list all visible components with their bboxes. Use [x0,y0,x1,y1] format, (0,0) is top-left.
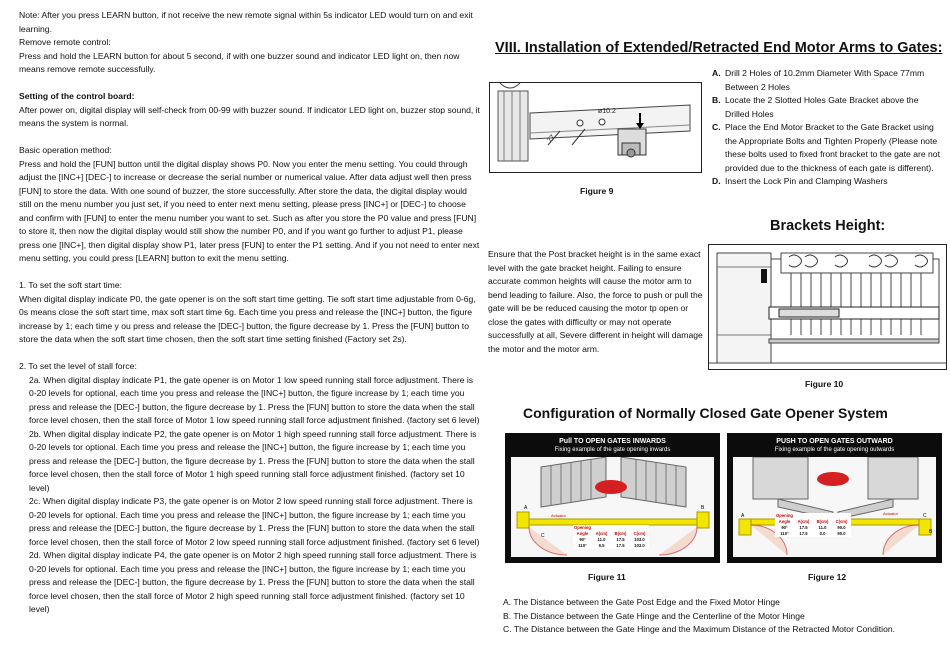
figure-12-scene [733,457,936,557]
table-header-cell: C(cm) [633,531,646,536]
figure-9 [489,82,702,173]
figure-12-title: PUSH TO OPEN GATES OUTWARD [776,438,893,445]
install-step [712,121,944,175]
step-text: Place the End Motor Bracket to the Gate Bracket using the Appropriate Bolts and Tighten Properly (Please note these bolts used to fixed front bracket to the gate are not provided due to the thickness of each gate is different). [725,122,940,173]
table-header-cell: A(cm) [595,531,608,536]
step-key: B. [712,95,721,105]
table-row [573,543,649,549]
figure-11-caption: Figure 11 [588,572,626,582]
fig11-actuator-label: Actuator [551,513,566,518]
table-cell: 17.5 [799,531,808,536]
paragraph-gap [19,347,481,361]
body-paragraph: Remove remote control: [19,37,111,47]
stall-force-paragraph: 2d. When digital display indicate P4, the gate opener is on Motor 2 high speed running stall force adjustment. There is 0-20 levels for optional. Each time you press and release the [INC+] button, the figure increase by 1; each time you press and release the [DEC-] button, the figure decrease by 1. Press the [FUN] button to store the data when the stall force level chosen, then the stall force of Motor 2 high speed running stall force adjustment finished. (factory set 10 level) [29,550,477,614]
table-cell: 90° [781,525,788,530]
fig12-actuator-label: Actuator [883,511,898,516]
table-header-cell: Opening Angle [776,513,793,524]
table-header-cell: Opening Angle [574,525,591,536]
stall-force-paragraph: 2a. When digital display indicate P1, the gate opener is on Motor 1 low speed running stall force adjustment. There is 0-20 levels for optional, each time you press and release the [INC+] button, the figure increase by 1; each time you press and release the [DEC-] button, the figure decrease by 1. Press the [FUN] button to store the data when the stall force level chosen, then the stall force of Motor 1 low speed running stall force adjustment finished. (factory set 6 level) [29,374,480,425]
table-header-cell: B(cm) [614,531,627,536]
figure-11-subtitle: Fixing example of the gate opening inwards [554,447,671,453]
body-paragraph: Basic operation method: [19,145,112,155]
stall-force-paragraph: 2c. When digital display indicate P3, the gate opener is on Motor 2 low speed running stall force adjustment. There is 0-20 levels for optional. Each time you press and release the [INC+] button, the figure increase by 1; each time you press and release the [DEC-] button, the figure decrease by 1. Press the [FUN] button to store the data when the stall force level chosen, then the stall force of Motor 2 low speed running stall force adjustment finished. (factory set 6 level) [29,496,480,547]
table-row [775,531,851,537]
install-step [712,175,944,189]
fig12-letter-b: B [929,529,933,535]
body-paragraph: Press and hold the LEARN button for about 5 second, if with one buzzer sound and indicator LED light on, then now means remove remote successfully. [19,50,460,74]
fig11-letter-c: C [541,533,545,539]
distance-definitions [503,596,943,637]
figure-10 [708,244,947,370]
table-cell: 11.0 [597,537,606,542]
body-paragraph: 2. To set the level of stall force: [19,361,137,371]
figure-12 [727,433,942,563]
table-cell: 110° [578,543,587,548]
table-header-cell: A(cm) [797,519,810,524]
figure-11-scene [511,457,714,557]
section-viii-title: VIII. Installation of Extended/Retracted End Motor Arms to Gates: [495,40,943,56]
definition-line: A. The Distance between the Gate Post Edge and the Fixed Motor Hinge [503,597,780,607]
stall-force-paragraph: 2b. When digital display indicate P2, the gate opener is on Motor 1 high speed running stall force adjustment. There is 0-20 levels tor optional. Each time you press and release the [INC+] button, the figure increase by 1; each time you press and release the [DEC-] button, the figure decrease by 1. Press the [FUN] button to store the data when the stall force level chosen, then the stall force of Motor 1 high speed running stall force adjustment finished. (factory set 10 level) [29,428,477,493]
table-cell: 110° [780,531,789,536]
table-cell: 90.0 [837,525,846,530]
brackets-height-text: Ensure that the Post bracket height is in the same exact level with the gate bracket height. Failing to ensure accurate common heights will cause the motor arm to bend leading to failure. Also, the force to push or pull the gate will be be reduced causing the motor tp open or close the gates with difficulty or may not operate successfully at all, Severe different in height will damage the motor and the motor arm. [488,249,703,354]
step-key: A. [712,68,721,78]
fig9-diameter-label: ø10.2 [598,108,616,115]
figure-10-caption: Figure 10 [805,379,844,389]
body-paragraph: When digital display indicate P0, the gate opener is on the soft start time getting. Tie soft start time adjustable from 0-6g, 0s means close the soft start time, max soft start time 6g. Each time you press and release the [INC+] button, the figure increase by 1; each time y ou press and release the [DEC-] button, the figure decrease by 1. Press the [FUN] button to store the data when the soft start time chosen, then the soft start time setting finished (Factory set 2s). [19,293,476,344]
paragraph-gap [19,77,481,91]
figure-9-caption: Figure 9 [580,186,614,196]
table-cell: 90° [579,537,586,542]
install-step [712,67,944,94]
brackets-height-title: Brackets Height: [770,218,886,234]
section-heading: Setting of the control board: [19,91,135,101]
paragraph-gap [19,266,481,280]
definition-line: B. The Distance between the Gate Hinge and the Centerline of the Motor Hinge [503,610,805,621]
step-key: D. [712,176,721,186]
step-text: Locate the 2 Slotted Holes Gate Bracket above the Drilled Holes [725,95,919,119]
body-paragraph: Press and hold the [FUN] button until the digital display shows P0. Now you enter the menu setting. You could through adjust the [INC+] [DEC-] to increase or decrease the serial number or numerical value. After data adjust well then press [FUN] to store the data. With one sound of buzzer, the store successfully. After store the data, the digital display would still on the menu number you just set, if you need to enter next menu setting, please press [INC+] or [DEC-] to choose and confirm with [FUN] to enter the menu number you want to set. Such as after you store the P0 value and press [FUN] to store it, then now the digital display would still show the number P0, and if you want go further to adjust P1, please press one [INC+], then digital display show P1, later press [FUN] to enter the P1 setting. And if you not need to enter next menu setting, you could press [LEARN] button to exit the menu setting. [19,158,480,263]
step-text: Drill 2 Holes of 10.2mm Diameter With Space 77mm Between 2 Holes [725,68,925,92]
body-paragraph: Note: After you press LEARN button, if not receive the new remote signal within 5s indicator LED would turn on and exit learning. [19,10,473,34]
table-header-row [775,513,851,525]
table-header-row [573,525,649,537]
body-paragraph: After power on, digital display will self-check from 00-99 with buzzer sound. If indicator LED light on, buzzer stop sound, it means the system is normal. [19,104,480,128]
table-cell: 90.0 [837,531,846,536]
figure-10-drawing [709,245,946,369]
body-paragraph: 1. To set the soft start time: [19,280,123,290]
step-key: C. [712,122,721,132]
install-step [712,94,944,121]
paragraph-gap [19,131,481,145]
figure-12-caption: Figure 12 [808,572,847,582]
table-cell: 11.0 [818,525,827,530]
fig12-letter-c: C [923,513,927,519]
figure-11-table [573,525,649,549]
configuration-title: Configuration of Normally Closed Gate Opener System [523,405,888,421]
table-cell: 9.5 [598,543,605,548]
figure-9-drawing [490,83,701,172]
figure-11 [505,433,720,563]
figure-12-drawing [733,457,936,557]
table-header-cell: C(cm) [835,519,848,524]
fig9-length-label: 77 [546,133,557,145]
table-cell: 17.5 [616,537,625,542]
figure-12-subtitle: Fixing example of the gate opening outwards [774,447,895,453]
table-cell: 17.5 [799,525,808,530]
definition-line: C. The Distance between the Gate Hinge and the Maximum Distance of the Retracted Motor Condition. [503,624,896,634]
table-cell: 0.0 [819,531,826,536]
figure-12-table [775,513,851,537]
step-text: Insert the Lock Pin and Clamping Washers [725,176,888,186]
table-cell: 103.0 [634,537,645,542]
fig12-letter-a: A [741,513,745,519]
install-steps [712,67,944,189]
figure-11-title: Pull TO OPEN GATES INWARDS [559,438,666,445]
table-header-cell: B(cm) [816,519,829,524]
table-cell: 17.5 [616,543,625,548]
table-cell: 103.0 [634,543,645,548]
fig11-letter-b: B [701,505,705,511]
fig11-letter-a: A [524,505,528,511]
left-column [19,9,481,617]
